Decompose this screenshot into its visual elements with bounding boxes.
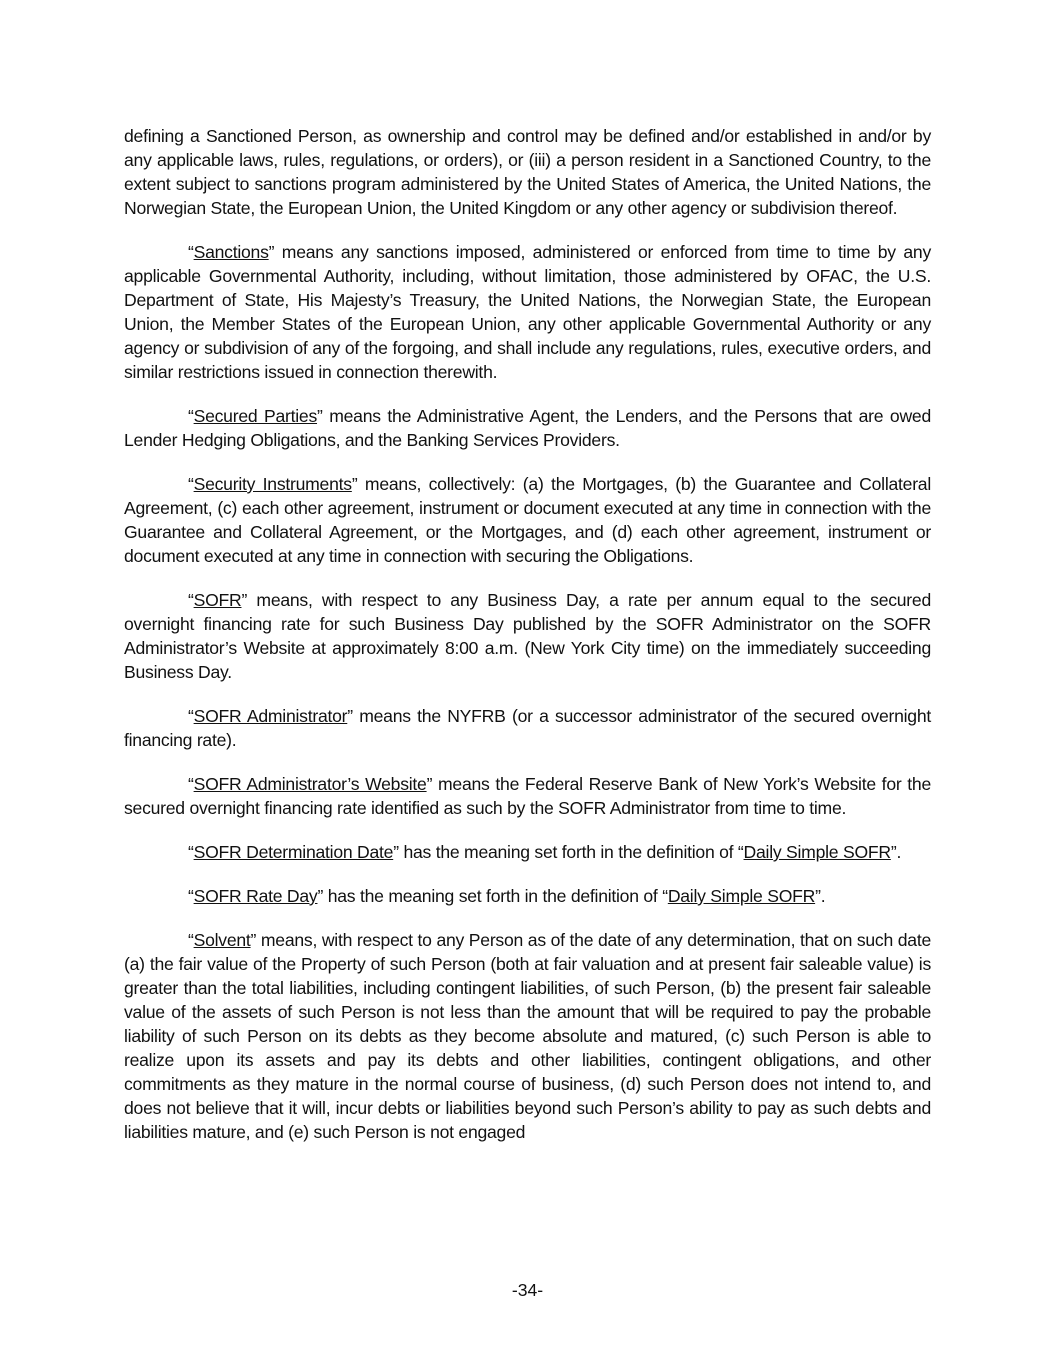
definition-sofr-administrator: “SOFR Administrator” means the NYFRB (or a successor administrator of the secured overnight financing rate).	[124, 706, 931, 750]
definition-text: means, collectively: (a) the Mortgages, (b) the Guarantee and Collateral Agreement, (c) each other agreement, instrument or document executed at any time in connection with the Guarantee and Collateral Agreement, or the Mortgages, and (d) each other agreement, instrument or document executed at any time in connection with securing the Obligations.	[124, 474, 931, 566]
defined-term: Solvent	[193, 930, 251, 950]
defined-term: Security Instruments	[193, 474, 352, 494]
defined-term: SOFR Rate Day	[193, 886, 318, 906]
paragraph-text: defining a Sanctioned Person, as ownership and control may be defined and/or established in and/or by any applicable laws, rules, regulations, or orders), or (iii) a person resident in a Sanctioned Country, to the extent subject to sanctions program administered by the United States of America, the United Nations, the Norwegian State, the European Union, the United Kingdom or any other agency or subdivision thereof.	[124, 126, 931, 218]
definition-text: means, with respect to any Person as of the date of any determination, that on such date (a) the fair value of the Property of such Person (both at fair valuation and at present fair saleable value) is greater than the total liabilities, including contingent liabilities, of such Person, (b) the present fair saleable value of the assets of such Person is not less than the amount that will be required to pay the probable liability of such Person on its debts as they become absolute and matured, (c) such Person is able to realize upon its assets and pay its debts and other liabilities, contingent obligations, and other commitments as they mature in the normal course of business, (d) such Person does not intend to, and does not believe that it will, incur debts or liabilities beyond such Person’s ability to pay as such debts and liabilities mature, and (e) such Person is not engaged	[124, 930, 931, 1142]
definition-sanctions: “Sanctions” means any sanctions imposed, administered or enforced from time to time by any applicable Governmental Authority, including, without limitation, those administered by OFAC, the U.S. Department of State, His Majesty’s Treasury, the United Nations, the Norwegian State, the European Union, the Member States of the European Union, any other applicable Governmental Authority or any agency or subdivision of any of the forgoing, and shall include any regulations, rules, executive orders, and similar restrictions issued in connection therewith.	[124, 242, 931, 382]
defined-term: SOFR	[193, 590, 242, 610]
definition-text: means the NYFRB (or a successor administrator of the secured overnight financing rate).	[124, 706, 931, 750]
definition-text: means any sanctions imposed, administered or enforced from time to time by any applicable Governmental Authority, including, without limitation, those administered by OFAC, the U.S. Department of State, His Majesty’s Treasury, the United Nations, the Norwegian State, the European Union, the Member States of the European Union, any other applicable Governmental Authority or any agency or subdivision of any of the forgoing, and shall include any regulations, rules, executive orders, and similar restrictions issued in connection therewith.	[124, 242, 931, 382]
definition-sofr-administrators-website: “SOFR Administrator’s Website” means the Federal Reserve Bank of New York’s Website for the secured overnight financing rate identified as such by the SOFR Administrator from time to time.	[124, 774, 931, 818]
document-body	[124, 124, 931, 1164]
page-number: -34-	[511, 1280, 544, 1300]
definition-text: has the meaning set forth in the definition of “	[398, 842, 744, 862]
defined-term: SOFR Determination Date	[193, 842, 394, 862]
definition-sofr: “SOFR” means, with respect to any Business Day, a rate per annum equal to the secured overnight financing rate for such Business Day published by the SOFR Administrator on the SOFR Administrator’s Website at approximately 8:00 a.m. (New York City time) on the immediately succeeding Business Day.	[124, 590, 931, 682]
definition-text: has the meaning set forth in the definition of “	[323, 886, 668, 906]
cross-reference: Daily Simple SOFR	[667, 886, 816, 906]
cross-reference: Daily Simple SOFR	[743, 842, 891, 862]
definition-text: means the Administrative Agent, the Lenders, and the Persons that are owed Lender Hedging Obligations, and the Banking Services Providers.	[124, 406, 931, 450]
paragraph-continuation	[124, 124, 931, 220]
definition-text: means the Federal Reserve Bank of New York’s Website for the secured overnight financing rate identified as such by the SOFR Administrator from time to time.	[124, 774, 931, 818]
definition-tail: ”.	[890, 842, 902, 862]
defined-term: SOFR Administrator	[193, 706, 348, 726]
definition-solvent: “Solvent” means, with respect to any Person as of the date of any determination, that on such date (a) the fair value of the Property of such Person (both at fair valuation and at present fair saleable value) is greater than the total liabilities, including contingent liabilities, of such Person, (b) the present fair saleable value of the assets of such Person is not less than the amount that will be required to pay the probable liability of such Person on its debts as they become absolute and matured, (c) such Person is able to realize upon its assets and pay its debts and other liabilities, contingent obligations, and other commitments as they mature in the normal course of business, (d) such Person does not intend to, and does not believe that it will, incur debts or liabilities beyond such Person’s ability to pay as such debts and liabilities mature, and (e) such Person is not engaged	[124, 930, 931, 1142]
definition-security-instruments: “Security Instruments” means, collectively: (a) the Mortgages, (b) the Guarantee and Collateral Agreement, (c) each other agreement, instrument or document executed at any time in connection with the Guarantee and Collateral Agreement, or the Mortgages, and (d) each other agreement, instrument or document executed at any time in connection with securing the Obligations.	[124, 474, 931, 566]
definition-sofr-determination-date: “SOFR Determination Date” has the meaning set forth in the definition of “Daily Simple SOFR”.	[188, 842, 902, 862]
defined-term: Secured Parties	[193, 406, 318, 426]
definition-secured-parties: “Secured Parties” means the Administrative Agent, the Lenders, and the Persons that are owed Lender Hedging Obligations, and the Banking Services Providers.	[124, 406, 931, 450]
definition-sofr-rate-day: “SOFR Rate Day” has the meaning set forth in the definition of “Daily Simple SOFR”.	[188, 886, 826, 906]
defined-term: Sanctions	[193, 242, 269, 262]
defined-term: SOFR Administrator’s Website	[193, 774, 427, 794]
definition-text: means, with respect to any Business Day, a rate per annum equal to the secured overnight financing rate for such Business Day published by the SOFR Administrator on the SOFR Administrator’s Website at approximately 8:00 a.m. (New York City time) on the immediately succeeding Business Day.	[124, 590, 931, 682]
definition-tail: ”.	[815, 886, 826, 906]
